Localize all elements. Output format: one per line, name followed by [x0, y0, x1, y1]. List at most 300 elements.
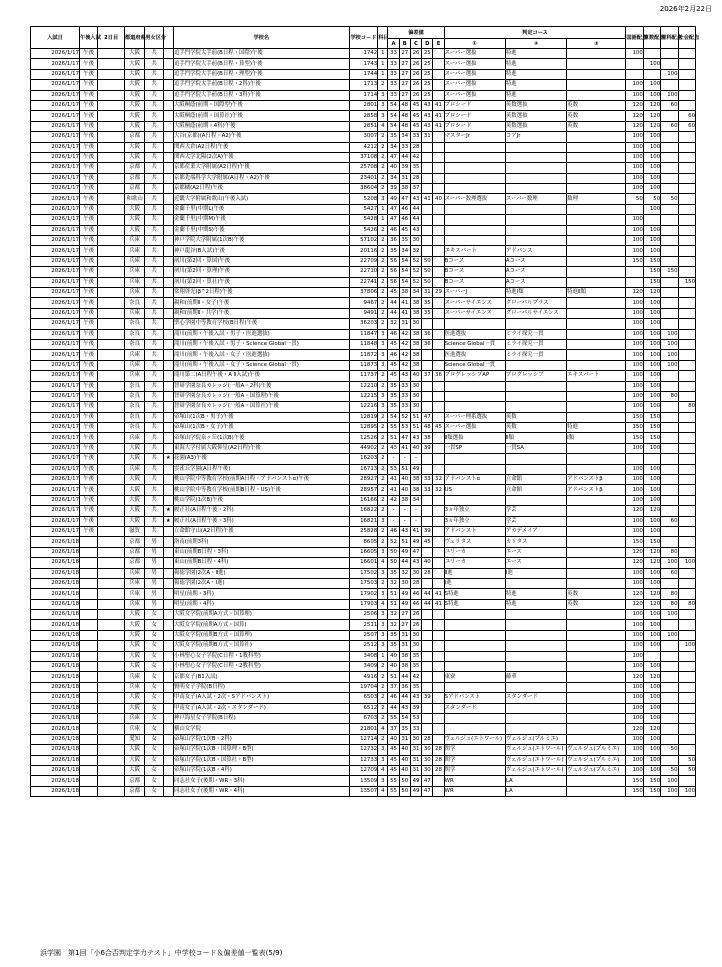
cell-dev-b: 50: [399, 786, 410, 796]
cell-points-japanese: 100: [626, 734, 643, 744]
cell-date: 2026/1/18: [31, 641, 80, 651]
cell-gender: 共: [145, 225, 163, 235]
cell-flag: [163, 236, 173, 246]
cell-time: 午後: [80, 360, 98, 370]
cell-gender: 女: [145, 662, 163, 672]
cell-subjects: 2: [378, 371, 388, 381]
cell-dev-c: 45: [410, 121, 421, 131]
table-row: [31, 630, 696, 640]
cell-points-math: 100: [643, 80, 660, 90]
cell-course-1: 3ヵ年独立: [444, 516, 505, 526]
cell-dev-a: 37: [388, 724, 399, 734]
cell-date: 2026/1/17: [31, 402, 80, 412]
cell-points-japanese: 100: [626, 391, 643, 401]
cell-date: 2026/1/17: [31, 132, 80, 142]
cell-points-science: 100: [661, 360, 678, 370]
cell-second-day: [98, 693, 125, 703]
table-row: [31, 599, 696, 609]
cell-course-2: 特進: [505, 69, 566, 79]
cell-dev-a: 33: [388, 69, 399, 79]
cell-course-2: 立命館: [505, 485, 566, 495]
cell-points-japanese: 150: [626, 433, 643, 443]
cell-points-science: [661, 132, 678, 142]
cell-time: [80, 558, 98, 568]
cell-points-math: 50: [643, 194, 660, 204]
cell-gender: 共: [145, 464, 163, 474]
cell-subjects: 2: [378, 163, 388, 173]
cell-dev-e: [433, 225, 444, 235]
cell-gender: 共: [145, 142, 163, 152]
cell-time: 午後: [80, 90, 98, 100]
cell-school: 雲雀丘学園(A日程午後): [173, 464, 349, 474]
cell-points-social: [678, 734, 696, 744]
cell-course-1: Sアドバンスト: [444, 693, 505, 703]
cell-points-japanese: [626, 454, 643, 464]
cell-dev-d: 25: [422, 49, 433, 59]
cell-course-3: [567, 547, 626, 557]
table-row: [31, 620, 696, 630]
cell-code: 11873: [349, 360, 378, 370]
cell-subjects: 2: [378, 693, 388, 703]
cell-pref: 大阪: [124, 49, 144, 59]
cell-gender: 女: [145, 630, 163, 640]
cell-dev-a: 45: [388, 371, 399, 381]
cell-date: 2026/1/18: [31, 558, 80, 568]
cell-subjects: 4: [378, 786, 388, 796]
cell-points-science: [661, 651, 678, 661]
cell-points-japanese: 120: [626, 121, 643, 131]
cell-course-2: 特進: [505, 90, 566, 100]
cell-flag: [163, 142, 173, 152]
cell-course-2: アカデメイア: [505, 526, 566, 536]
cell-dev-c: 30: [410, 236, 421, 246]
cell-date: 2026/1/17: [31, 464, 80, 474]
cell-course-3: アドバンストβ: [567, 475, 626, 485]
cell-dev-c: 43: [410, 433, 421, 443]
cell-course-3: エキスパート: [567, 371, 626, 381]
cell-dev-d: [422, 610, 433, 620]
cell-course-3: [567, 662, 626, 672]
cell-dev-a: 56: [388, 277, 399, 287]
cell-dev-b: 52: [399, 412, 410, 422]
cell-code: 17503: [349, 578, 378, 588]
cell-course-1: プロシード: [444, 111, 505, 121]
cell-course-2: [505, 204, 566, 214]
cell-second-day: [98, 111, 125, 121]
cell-gender: 共: [145, 173, 163, 183]
cell-points-science: [661, 755, 678, 765]
cell-points-social: [678, 90, 696, 100]
cell-code: 12526: [349, 433, 378, 443]
cell-pref: 大阪: [124, 111, 144, 121]
cell-course-1: Bコース: [444, 267, 505, 277]
cell-points-social: [678, 350, 696, 360]
cell-course-3: [567, 786, 626, 796]
cell-time: 午後: [80, 464, 98, 474]
cell-points-math: 100: [643, 485, 660, 495]
cell-dev-b: 27: [399, 610, 410, 620]
cell-points-science: 100: [661, 786, 678, 796]
cell-date: 2026/1/17: [31, 69, 80, 79]
cell-course-2: カリタス: [505, 537, 566, 547]
cell-gender: 男: [145, 568, 163, 578]
cell-dev-d: [422, 402, 433, 412]
cell-time: 午後: [80, 329, 98, 339]
cell-dev-a: 50: [388, 547, 399, 557]
cell-dev-b: 27: [399, 80, 410, 90]
cell-pref: 京都: [124, 163, 144, 173]
cell-pref: 奈良: [124, 329, 144, 339]
cell-dev-b: 33: [399, 381, 410, 391]
cell-dev-a: 41: [388, 485, 399, 495]
cell-course-2: エース: [505, 558, 566, 568]
cell-gender: 共: [145, 319, 163, 329]
print-date: 2026年2月22日: [659, 5, 712, 13]
cell-course-3: [567, 558, 626, 568]
cell-dev-e: [433, 236, 444, 246]
cell-points-social: [678, 184, 696, 194]
cell-subjects: 2: [378, 308, 388, 318]
cell-school: 横山女学院: [173, 724, 349, 734]
cell-dev-b: 42: [399, 339, 410, 349]
cell-subjects: 2: [378, 142, 388, 152]
cell-flag: [163, 620, 173, 630]
cell-second-day: [98, 163, 125, 173]
cell-code: 17502: [349, 568, 378, 578]
cell-dev-b: 27: [399, 49, 410, 59]
cell-dev-a: 54: [388, 100, 399, 110]
cell-subjects: 2: [378, 714, 388, 724]
cell-school: 東山(前期B日程・4科): [173, 558, 349, 568]
cell-course-3: 英数: [567, 599, 626, 609]
cell-dev-e: [433, 204, 444, 214]
cell-course-2: ヴェルジュ(エトワール): [505, 765, 566, 775]
cell-dev-e: 29: [433, 287, 444, 297]
cell-school: 滝川(前期・午後入試・女子・Science Global一貫): [173, 360, 349, 370]
cell-pref: 兵庫: [124, 568, 144, 578]
cell-date: 2026/1/17: [31, 423, 80, 433]
cell-points-math: 100: [643, 714, 660, 724]
cell-course-2: スーパー数理: [505, 194, 566, 204]
cell-points-math: 100: [643, 662, 660, 672]
cell-dev-e: 41: [433, 100, 444, 110]
cell-gender: 共: [145, 391, 163, 401]
cell-course-1: プロシード: [444, 100, 505, 110]
table-row: [31, 714, 696, 724]
cell-time: 午後: [80, 308, 98, 318]
cell-dev-b: 27: [399, 620, 410, 630]
cell-flag: [163, 672, 173, 682]
cell-dev-d: [422, 163, 433, 173]
cell-points-social: [678, 298, 696, 308]
cell-course-1: スーパー理系選抜: [444, 412, 505, 422]
cell-pref: 滋賀: [124, 526, 144, 536]
cell-gender: 女: [145, 610, 163, 620]
cell-flag: [163, 371, 173, 381]
cell-code: 44902: [349, 443, 378, 453]
cell-points-science: [661, 319, 678, 329]
table-row: [31, 287, 696, 297]
cell-points-science: 80: [661, 599, 678, 609]
cell-pref: 兵庫: [124, 589, 144, 599]
cell-date: 2026/1/18: [31, 765, 80, 775]
cell-subjects: 3: [378, 589, 388, 599]
cell-course-1: 一貫SP: [444, 443, 505, 453]
cell-dev-d: [422, 454, 433, 464]
header-school: 学校名: [173, 27, 349, 49]
cell-course-2: グローバルサイエンス: [505, 308, 566, 318]
table-row: [31, 319, 696, 329]
cell-gender: 女: [145, 765, 163, 775]
cell-points-math: [643, 454, 660, 464]
cell-dev-c: 38: [410, 329, 421, 339]
table-row: [31, 745, 696, 755]
cell-points-social: [678, 319, 696, 329]
cell-second-day: [98, 475, 125, 485]
cell-course-2: 英数選抜: [505, 121, 566, 131]
cell-school: 近畿大学附属和歌山(午後入試): [173, 194, 349, 204]
cell-dev-c: 38: [410, 298, 421, 308]
cell-points-science: [661, 371, 678, 381]
cell-course-3: [567, 267, 626, 277]
cell-points-science: [661, 526, 678, 536]
cell-dev-c: 31: [410, 745, 421, 755]
cell-gender: 共: [145, 339, 163, 349]
cell-dev-a: 35: [388, 641, 399, 651]
cell-dev-c: 28: [410, 173, 421, 183]
cell-school: 追手門学院大手前(B日程・2科)午後: [173, 80, 349, 90]
cell-dev-e: 32: [433, 485, 444, 495]
cell-pref: 大阪: [124, 662, 144, 672]
cell-subjects: 2: [378, 734, 388, 744]
cell-course-3: [567, 454, 626, 464]
cell-dev-b: 36: [399, 682, 410, 692]
cell-time: 午後: [80, 475, 98, 485]
cell-dev-a: 33: [388, 90, 399, 100]
cell-dev-d: 43: [422, 100, 433, 110]
cell-points-japanese: 100: [626, 90, 643, 100]
cell-dev-e: 28: [433, 765, 444, 775]
cell-course-1: [444, 184, 505, 194]
cell-pref: 大阪: [124, 80, 144, 90]
cell-code: 12216: [349, 402, 378, 412]
cell-code: 16166: [349, 495, 378, 505]
cell-course-2: [505, 714, 566, 724]
cell-date: 2026/1/17: [31, 184, 80, 194]
cell-dev-e: [433, 381, 444, 391]
cell-dev-e: [433, 80, 444, 90]
cell-subjects: 4: [378, 724, 388, 734]
cell-flag: [163, 360, 173, 370]
cell-course-2: [505, 620, 566, 630]
table-row: [31, 641, 696, 651]
cell-dev-a: -: [388, 516, 399, 526]
cell-points-math: 100: [643, 236, 660, 246]
cell-dev-d: 37: [422, 371, 433, 381]
cell-pref: 兵庫: [124, 672, 144, 682]
cell-pref: 大阪: [124, 641, 144, 651]
cell-subjects: 2: [378, 526, 388, 536]
cell-points-social: 60: [678, 111, 696, 121]
cell-dev-c: 38: [410, 350, 421, 360]
cell-points-math: 100: [643, 526, 660, 536]
cell-course-3: [567, 339, 626, 349]
cell-dev-c: 49: [410, 776, 421, 786]
cell-course-3: [567, 59, 626, 69]
cell-dev-e: [433, 568, 444, 578]
cell-flag: [163, 319, 173, 329]
cell-dev-b: 42: [399, 350, 410, 360]
cell-subjects: 3: [378, 641, 388, 651]
cell-points-math: 100: [643, 163, 660, 173]
cell-code: 5426: [349, 225, 378, 235]
cell-school: 金蘭千里(中期M)午後: [173, 215, 349, 225]
cell-second-day: [98, 558, 125, 568]
cell-points-science: [661, 173, 678, 183]
cell-subjects: 4: [378, 558, 388, 568]
cell-gender: 共: [145, 308, 163, 318]
cell-gender: 共: [145, 256, 163, 266]
cell-course-3: [567, 246, 626, 256]
cell-subjects: 3: [378, 516, 388, 526]
cell-dev-d: 47: [422, 776, 433, 786]
cell-dev-d: [422, 381, 433, 391]
cell-course-1: [444, 495, 505, 505]
cell-code: 37806: [349, 287, 378, 297]
cell-dev-b: 49: [399, 599, 410, 609]
cell-code: 16601: [349, 558, 378, 568]
cell-points-science: [661, 693, 678, 703]
cell-dev-a: 40: [388, 163, 399, 173]
cell-dev-a: 47: [388, 152, 399, 162]
cell-points-social: [678, 547, 696, 557]
cell-gender: 女: [145, 755, 163, 765]
cell-points-social: [678, 475, 696, 485]
cell-points-japanese: 100: [626, 80, 643, 90]
cell-course-2: ヴェルジュ(エトワール): [505, 745, 566, 755]
cell-dev-d: 47: [422, 412, 433, 422]
cell-points-science: [661, 80, 678, 90]
cell-points-social: [678, 464, 696, 474]
cell-second-day: [98, 547, 125, 557]
table-row: [31, 132, 696, 142]
cell-points-math: 120: [643, 506, 660, 516]
cell-course-3: [567, 69, 626, 79]
cell-points-science: [661, 578, 678, 588]
cell-points-math: 100: [643, 495, 660, 505]
cell-course-3: [567, 236, 626, 246]
table-row: [31, 693, 696, 703]
cell-pref: 大阪: [124, 121, 144, 131]
cell-gender: 共: [145, 526, 163, 536]
cell-pref: 大阪: [124, 69, 144, 79]
cell-dev-d: 25: [422, 69, 433, 79]
cell-points-math: 100: [643, 641, 660, 651]
cell-dev-e: [433, 641, 444, 651]
cell-points-science: [661, 111, 678, 121]
cell-points-science: 80: [661, 391, 678, 401]
cell-gender: 共: [145, 100, 163, 110]
cell-second-day: [98, 630, 125, 640]
cell-dev-d: [422, 714, 433, 724]
cell-dev-d: 38: [422, 433, 433, 443]
cell-course-3: [567, 412, 626, 422]
cell-gender: 共: [145, 267, 163, 277]
cell-time: 午後: [80, 423, 98, 433]
cell-dev-b: 44: [399, 558, 410, 568]
cell-course-2: Ⅱ類: [505, 433, 566, 443]
cell-pref: 兵庫: [124, 714, 144, 724]
cell-pref: 兵庫: [124, 350, 144, 360]
cell-second-day: [98, 267, 125, 277]
cell-points-japanese: 120: [626, 287, 643, 297]
cell-date: 2026/1/18: [31, 672, 80, 682]
cell-pref: 奈良: [124, 319, 144, 329]
cell-subjects: 2: [378, 381, 388, 391]
cell-dev-b: 51: [399, 464, 410, 474]
school-deviation-table: [30, 26, 700, 797]
cell-dev-d: 33: [422, 475, 433, 485]
cell-course-1: 医進選抜: [444, 329, 505, 339]
cell-course-3: [567, 319, 626, 329]
cell-dev-b: 34: [399, 132, 410, 142]
cell-time: 午後: [80, 339, 98, 349]
cell-second-day: [98, 516, 125, 526]
cell-school: 追手門学院大手前(B日程・国際)午後: [173, 49, 349, 59]
cell-points-science: [661, 163, 678, 173]
cell-points-social: 50: [678, 755, 696, 765]
cell-dev-c: 38: [410, 308, 421, 318]
cell-points-social: [678, 495, 696, 505]
cell-points-japanese: 150: [626, 537, 643, 547]
table-row: [31, 111, 696, 121]
cell-time: 午後: [80, 495, 98, 505]
table-row: [31, 225, 696, 235]
cell-course-1: 関学: [444, 765, 505, 775]
cell-course-3: [567, 225, 626, 235]
cell-subjects: 3: [378, 391, 388, 401]
table-row: [31, 537, 696, 547]
cell-code: 12709: [349, 765, 378, 775]
cell-points-math: 100: [643, 59, 660, 69]
cell-points-math: 100: [643, 402, 660, 412]
cell-gender: 共: [145, 371, 163, 381]
cell-points-math: 100: [643, 391, 660, 401]
cell-dev-c: 38: [410, 485, 421, 495]
table-row: [31, 339, 696, 349]
cell-points-science: [661, 308, 678, 318]
table-row: [31, 682, 696, 692]
cell-dev-e: 41: [433, 599, 444, 609]
cell-code: 4212: [349, 142, 378, 152]
cell-second-day: [98, 662, 125, 672]
cell-dev-d: [422, 630, 433, 640]
cell-gender: 共: [145, 485, 163, 495]
cell-course-2: 藤華: [505, 672, 566, 682]
cell-date: 2026/1/17: [31, 319, 80, 329]
cell-subjects: 2: [378, 246, 388, 256]
cell-dev-d: [422, 578, 433, 588]
cell-points-math: 100: [643, 152, 660, 162]
cell-points-science: [661, 236, 678, 246]
header-second-day: 2日目: [98, 27, 125, 49]
cell-code: 9467: [349, 298, 378, 308]
table-row: [31, 267, 696, 277]
cell-dev-c: 30: [410, 641, 421, 651]
cell-points-social: [678, 578, 696, 588]
cell-course-1: スーパー選抜: [444, 59, 505, 69]
cell-school: 親和(前期Ⅱ・女子)午後: [173, 298, 349, 308]
